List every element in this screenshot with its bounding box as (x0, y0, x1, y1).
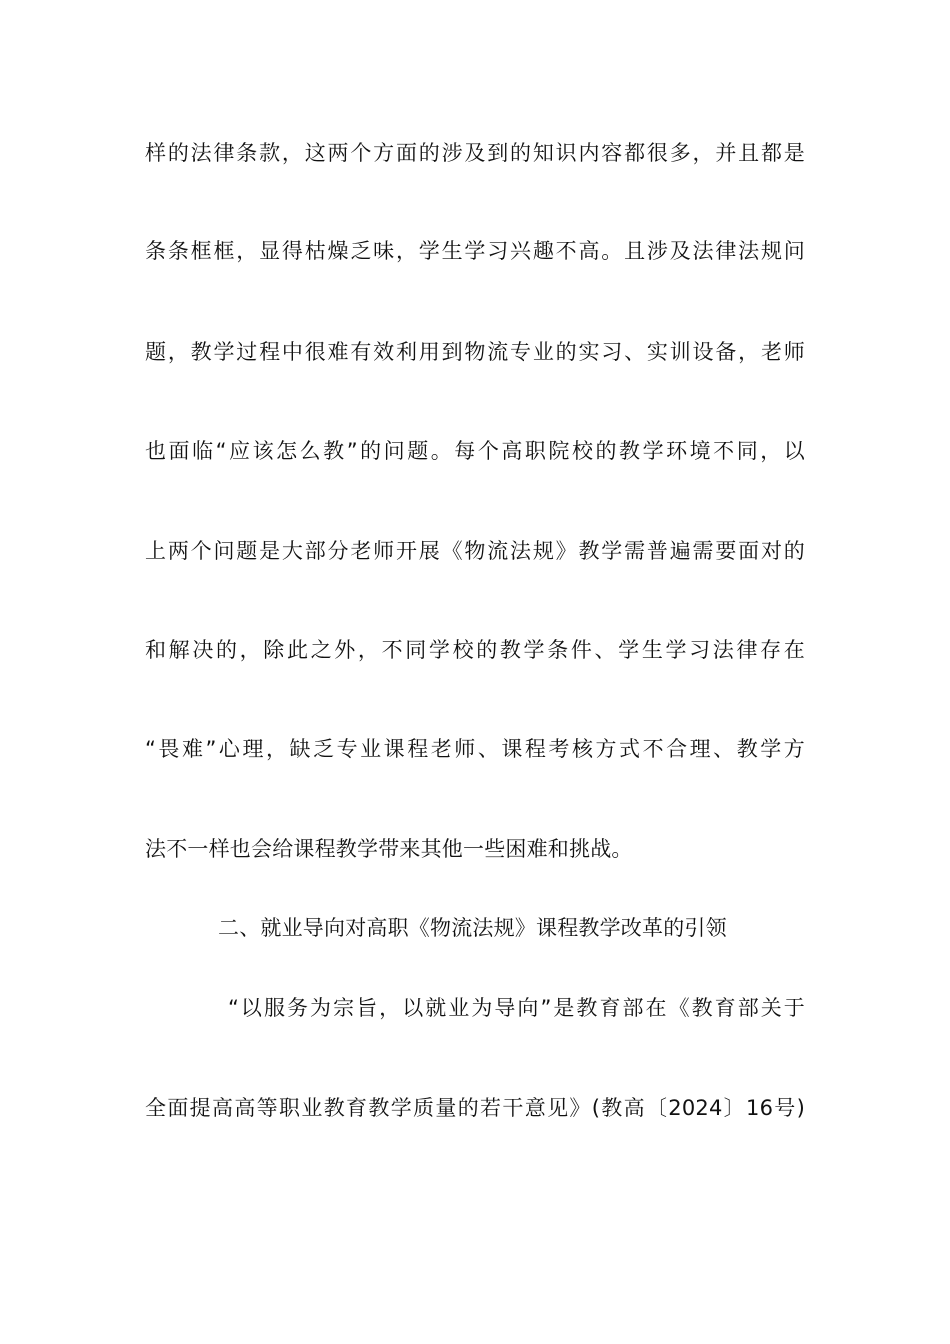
paragraph-line: 条条框框，显得枯燥乏味，学生学习兴趣不高。且涉及法律法规问 (145, 239, 805, 263)
paragraph-line: 题，教学过程中很难有效利用到物流专业的实习、实训设备，老师 (145, 340, 805, 364)
paragraph-line: 也面临“应该怎么教”的问题。每个高职院校的教学环境不同，以 (145, 439, 805, 463)
paragraph-line: 全面提高高等职业教育教学质量的若干意见》(教高〔2024〕16号) (145, 1096, 805, 1120)
paragraph-line: 样的法律条款，这两个方面的涉及到的知识内容都很多，并且都是 (145, 141, 805, 165)
paragraph-line: 上两个问题是大部分老师开展《物流法规》教学需普遍需要面对的 (145, 539, 805, 563)
paragraph-line: “以服务为宗旨，以就业为导向”是教育部在《教育部关于 (228, 996, 805, 1020)
paragraph-line: “畏难”心理，缺乏专业课程老师、课程考核方式不合理、教学方 (145, 737, 805, 761)
paragraph-line: 和解决的，除此之外，不同学校的教学条件、学生学习法律存在 (145, 638, 805, 662)
paragraph-line: 法不一样也会给课程教学带来其他一些困难和挑战。 (145, 837, 633, 861)
section-heading: 二、就业导向对高职《物流法规》课程教学改革的引领 (218, 916, 727, 940)
